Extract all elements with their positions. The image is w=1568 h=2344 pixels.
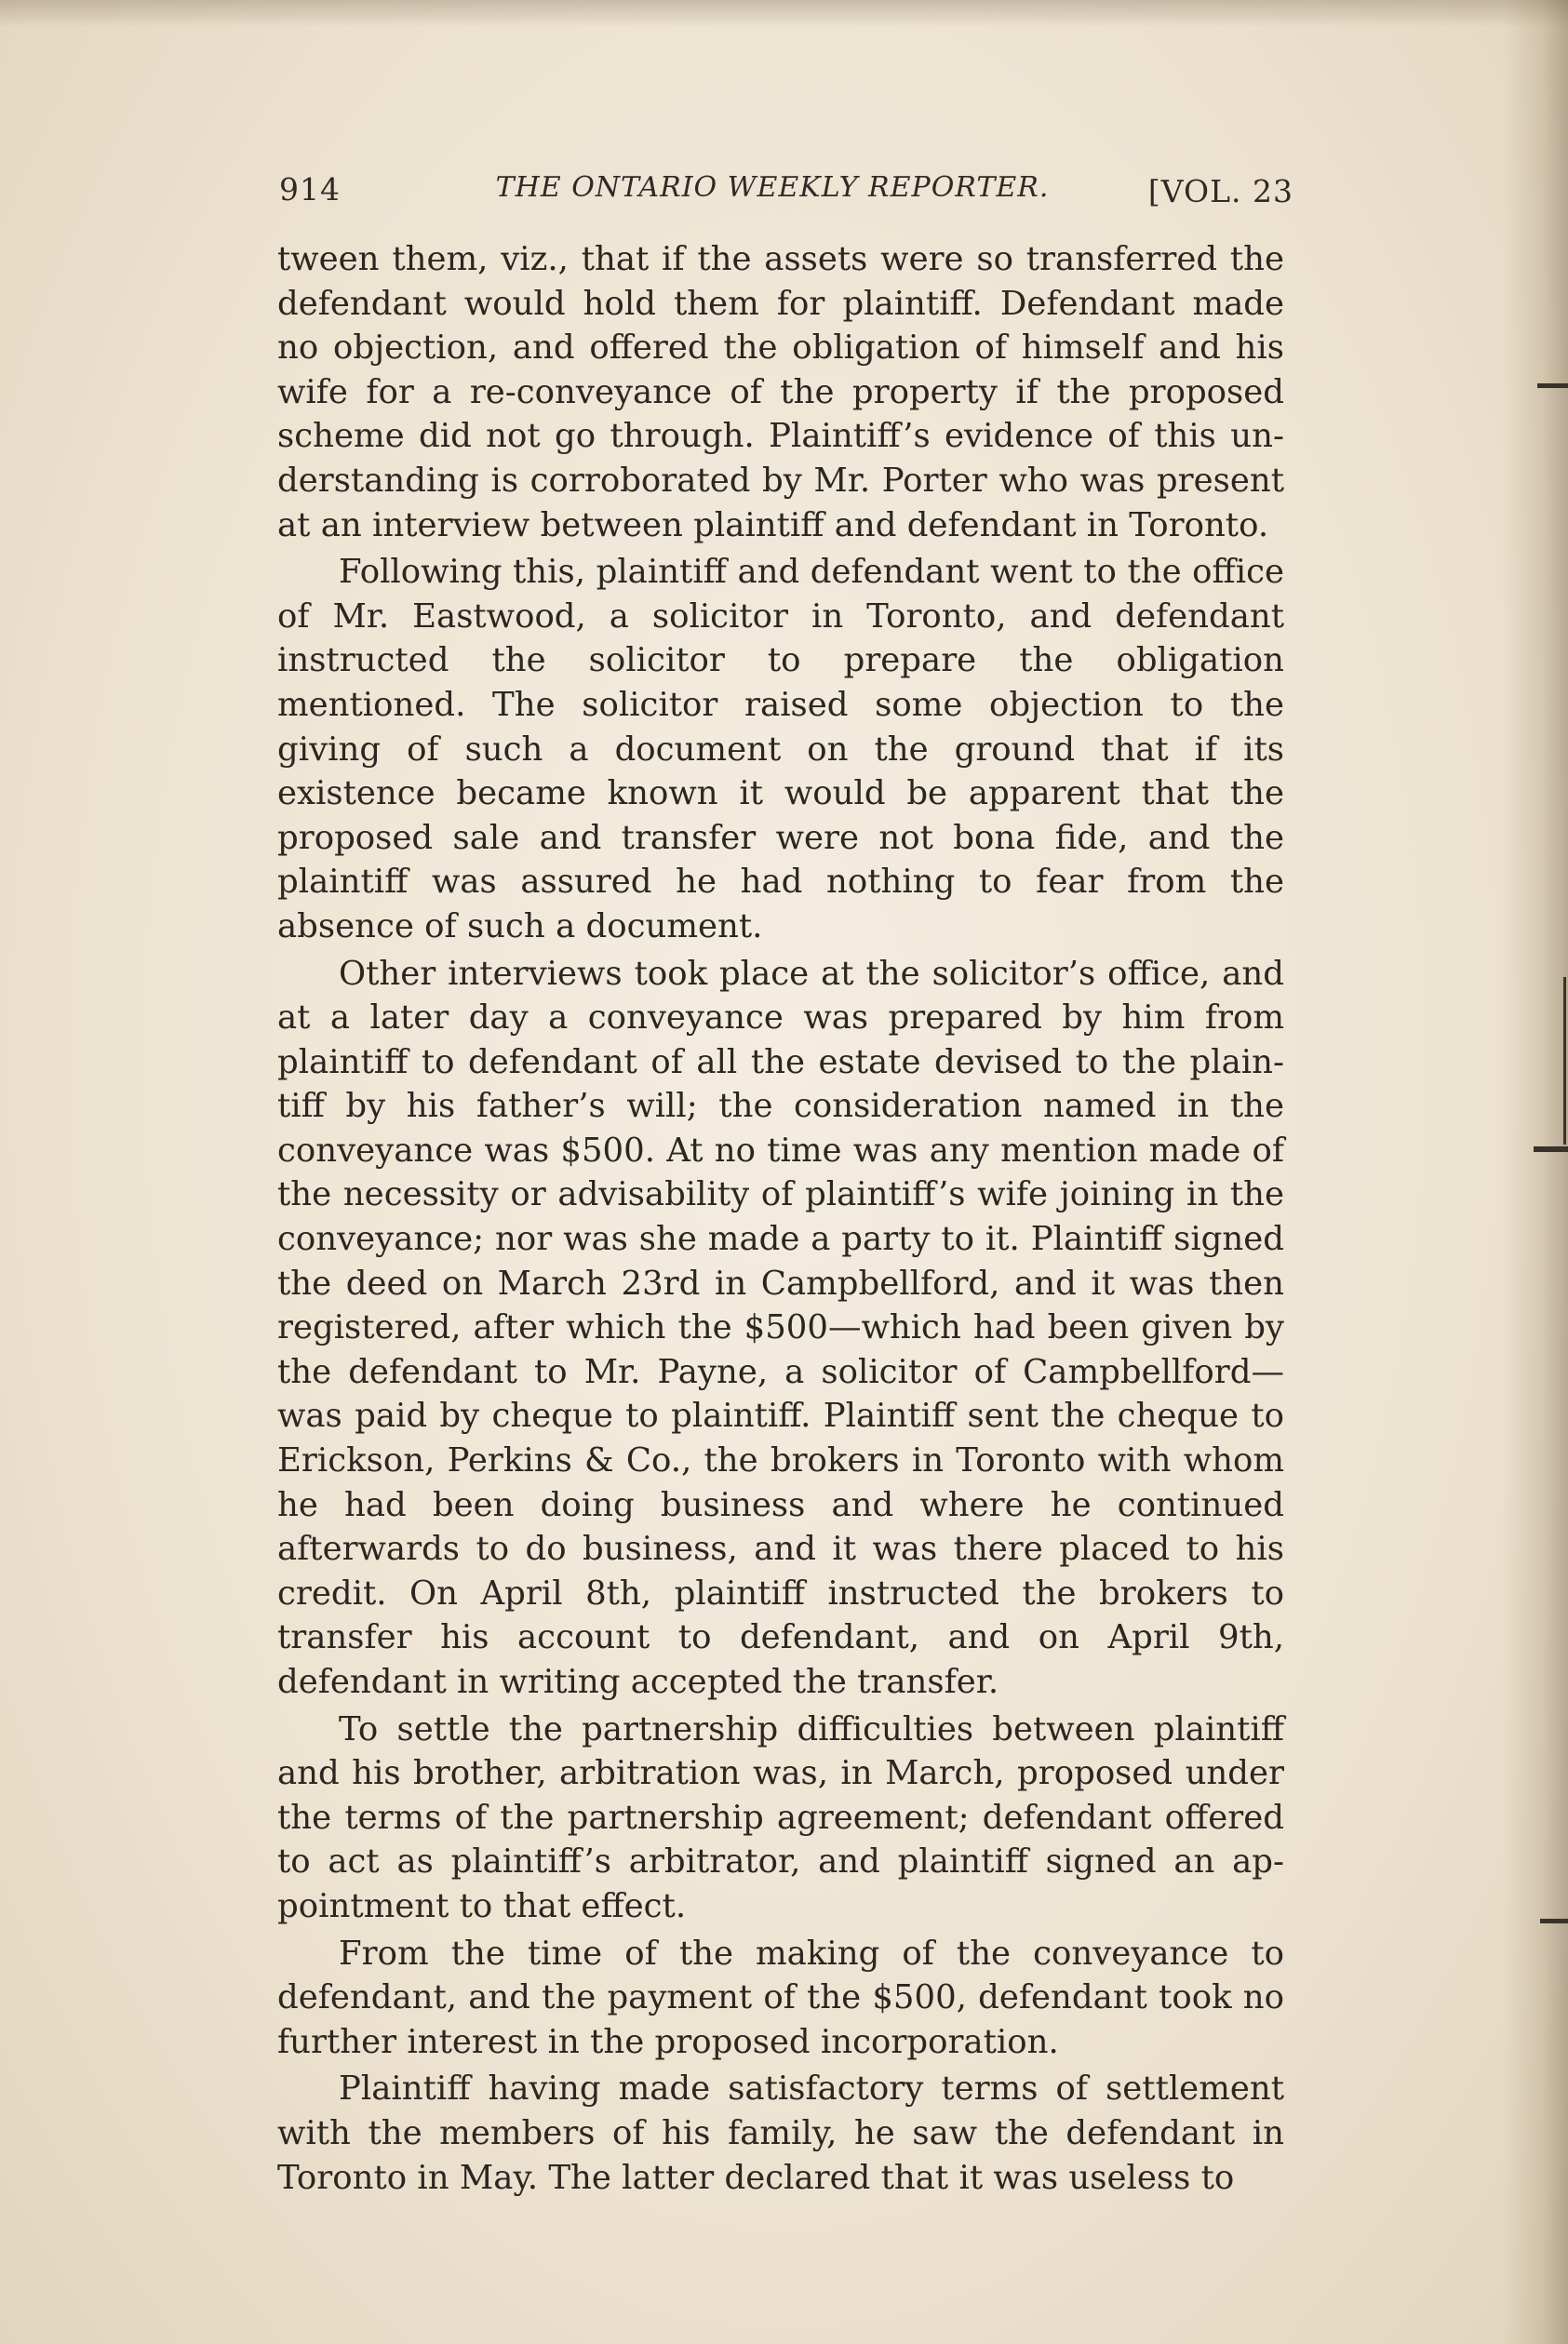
page-top-shadow	[0, 0, 1568, 28]
paragraph: Plaintiff having made satisfactory terms of settlement with the members of his family, he saw the defendant in Toronto in May. The latter declared that it was useless to	[277, 2069, 1284, 2197]
paragraph: tween them, viz., that if the assets were so transferred the defendant would hold them for plaintiff. Defendant made no objection, and offered the obligation of himself and his wife for a re-conveyance of the property if the proposed scheme did not go through. Plaintiff’s evidence of this understanding is corroborated by Mr. Porter who was present at an interview between plaintiff and defendant in Toronto.	[277, 240, 1284, 544]
paragraph: Following this, plaintiff and defendant went to the office of Mr. Eastwood, a solicitor in Toronto, and defendant instructed the solicitor to prepare the obligation mentioned. The solicitor raised some objection to the giving of such a document on the ground that if its existence became known it would be apparent that the proposed sale and transfer were not bona fide, and the plaintiff was assured he had nothing to fear from the absence of such a document.	[277, 553, 1284, 945]
margin-mark	[1540, 1919, 1568, 1923]
page-number: 914	[279, 171, 341, 208]
margin-mark	[1537, 383, 1568, 388]
paragraph: From the time of the making of the conveyance to defendant, and the payment of the $500, defendant took no further interest in the proposed incorporation.	[277, 1934, 1284, 2061]
running-header	[279, 166, 1293, 221]
page-spine-shadow	[1503, 0, 1568, 2344]
running-title: THE ONTARIO WEEKLY REPORTER.	[495, 171, 1050, 204]
margin-mark	[1563, 977, 1566, 1145]
paragraph: Other interviews took place at the solicitor’s office, and at a later day a conveyance was prepared by him from plaintiff to defendant of all the estate devised to the plaintiff by his father’s will; the consideration named in the conveyance was $500. At no time was any mention made of the necessity or advisability of plaintiff’s wife joining in the conveyance; nor was she made a party to it. Plaintiff signed the deed on March 23rd in Campbellford, and it was then registered, after which the $500—which had been given by the defendant to Mr. Payne, a solicitor of Campbellford—was paid by cheque to plaintiff. Plaintiff sent the cheque to Erickson, Perkins & Co., the brokers in Toronto with whom he had been doing business and where he continued afterwards to do business, and it was there placed to his credit. On April 8th, plaintiff instructed the brokers to transfer his account to defendant, and on April 9th, defendant in writing accepted the transfer.	[277, 954, 1284, 1701]
body-text	[277, 237, 1284, 2203]
margin-mark	[1534, 1146, 1568, 1152]
volume-label: [VOL. 23	[1147, 173, 1293, 209]
paragraph: To settle the partnership difficulties between plaintiff and his brother, arbitration was, in March, proposed under the terms of the partnership agreement; defendant offered to act as plaintiff’s arbitrator, and plaintiff signed an appointment to that effect.	[277, 1709, 1284, 1925]
